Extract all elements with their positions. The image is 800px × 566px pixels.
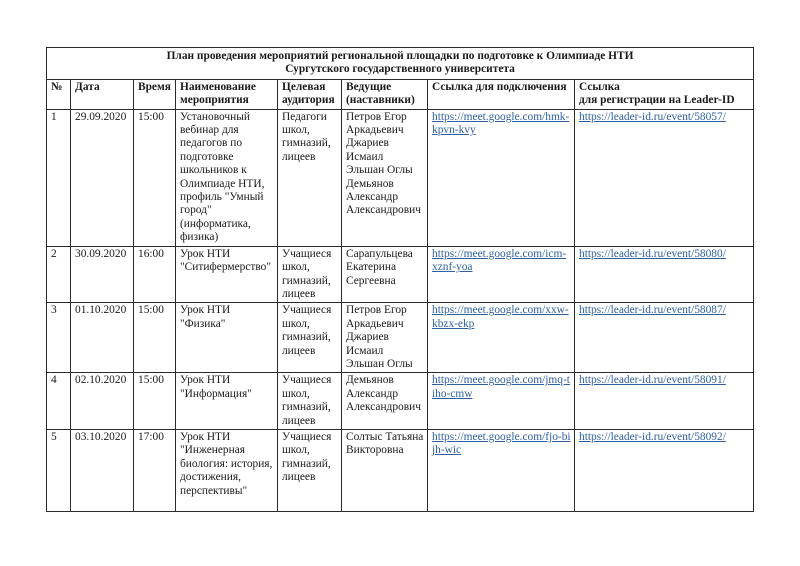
title-row (47, 48, 754, 80)
table-row (47, 429, 754, 511)
cell-num: 5 (47, 429, 71, 511)
meet-link[interactable]: https://meet.google.com/jmq-tiho-cmw (432, 374, 570, 400)
registration-link[interactable]: https://leader-id.ru/event/58087/ (579, 304, 726, 317)
meet-link[interactable]: https://meet.google.com/xxw-kbzx-ekp (432, 304, 569, 330)
cell-event-name: Урок НТИ "Физика" (176, 303, 278, 373)
header-time: Время (134, 79, 176, 109)
cell-hosts: Сарапульцева Екатерина Сергеевна (342, 246, 428, 303)
header-line: Целевая (282, 80, 326, 93)
cell-date: 01.10.2020 (71, 303, 134, 373)
cell-num: 4 (47, 373, 71, 430)
header-line: аудитория (282, 94, 335, 107)
cell-registration-link (575, 303, 754, 373)
cell-registration-link (575, 373, 754, 430)
cell-meet-link (428, 109, 575, 246)
cell-date: 03.10.2020 (71, 429, 134, 511)
cell-hosts: Демьянов Александр Александрович (342, 373, 428, 430)
registration-link[interactable]: https://leader-id.ru/event/58080/ (579, 247, 726, 260)
cell-time: 15:00 (134, 303, 176, 373)
cell-registration-link (575, 429, 754, 511)
registration-link[interactable]: https://leader-id.ru/event/58092/ (579, 430, 726, 443)
cell-audience: Учащиеся школ, гимназий, лицеев (278, 303, 342, 373)
cell-registration-link (575, 109, 754, 246)
cell-event-name: Урок НТИ "Инженерная биология: история, достижения, перспективы" (176, 429, 278, 511)
cell-time: 17:00 (134, 429, 176, 511)
cell-meet-link (428, 373, 575, 430)
header-hosts (342, 79, 428, 109)
cell-hosts: Петров Егор Аркадьевич Джариев Исмаил Эльшан Оглы (342, 303, 428, 373)
cell-meet-link (428, 429, 575, 511)
header-event-name (176, 79, 278, 109)
header-line: для регистрации на Leader-ID (579, 94, 735, 107)
header-line: Ведущие (346, 80, 392, 93)
cell-audience: Учащиеся школ, гимназий, лицеев (278, 373, 342, 430)
title-line-2: Сургутского государственного университета (285, 63, 515, 76)
header-row (47, 79, 754, 109)
meet-link[interactable]: https://meet.google.com/hmk-kpvn-kvy (432, 110, 570, 137)
cell-num: 1 (47, 109, 71, 246)
registration-link[interactable]: https://leader-id.ru/event/58057/ (579, 110, 726, 123)
registration-link[interactable]: https://leader-id.ru/event/58091/ (579, 374, 726, 387)
meet-link[interactable]: https://meet.google.com/icm-xznf-yoa (432, 247, 567, 274)
cell-audience: Учащиеся школ, гимназий, лицеев (278, 246, 342, 303)
cell-date: 30.09.2020 (71, 246, 134, 303)
meet-link[interactable]: https://meet.google.com/fjo-bijh-wic (432, 430, 571, 457)
cell-num: 3 (47, 303, 71, 373)
cell-hosts: Петров Егор Аркадьевич Джариев Исмаил Эльшан Оглы Демьянов Александр Александрович (342, 109, 428, 246)
cell-meet-link (428, 246, 575, 303)
header-num: № (47, 79, 71, 109)
header-date: Дата (71, 79, 134, 109)
cell-event-name: Установочный вебинар для педагогов по подготовке школьников к Олимпиаде НТИ, профиль "Умный город" (информатика, физика) (176, 109, 278, 246)
cell-event-name: Урок НТИ "Информация" (176, 373, 278, 430)
cell-time: 15:00 (134, 373, 176, 430)
title-line-1: План проведения мероприятий региональной площадки по подготовке к Олимпиаде НТИ (166, 50, 634, 62)
cell-num: 2 (47, 246, 71, 303)
events-plan-table (46, 47, 754, 512)
header-line: (наставники) (346, 94, 415, 107)
table-row (47, 373, 754, 430)
header-meet-link: Ссылка для подключения (428, 79, 575, 109)
header-line: мероприятия (180, 94, 249, 107)
header-registration-link (575, 79, 754, 109)
header-audience (278, 79, 342, 109)
header-line: Ссылка (579, 80, 620, 93)
table-row (47, 246, 754, 303)
table-title (47, 48, 754, 80)
table-row (47, 109, 754, 246)
cell-date: 02.10.2020 (71, 373, 134, 430)
cell-time: 16:00 (134, 246, 176, 303)
cell-registration-link (575, 246, 754, 303)
cell-time: 15:00 (134, 109, 176, 246)
cell-event-name: Урок НТИ "Ситифермерство" (176, 246, 278, 303)
cell-meet-link (428, 303, 575, 373)
table-row (47, 303, 754, 373)
cell-audience: Учащиеся школ, гимназий, лицеев (278, 429, 342, 511)
cell-date: 29.09.2020 (71, 109, 134, 246)
cell-hosts: Солтыс Татьяна Викторовна (342, 429, 428, 511)
header-line: Наименование (180, 80, 256, 93)
cell-audience: Педагоги школ, гимназий, лицеев (278, 109, 342, 246)
